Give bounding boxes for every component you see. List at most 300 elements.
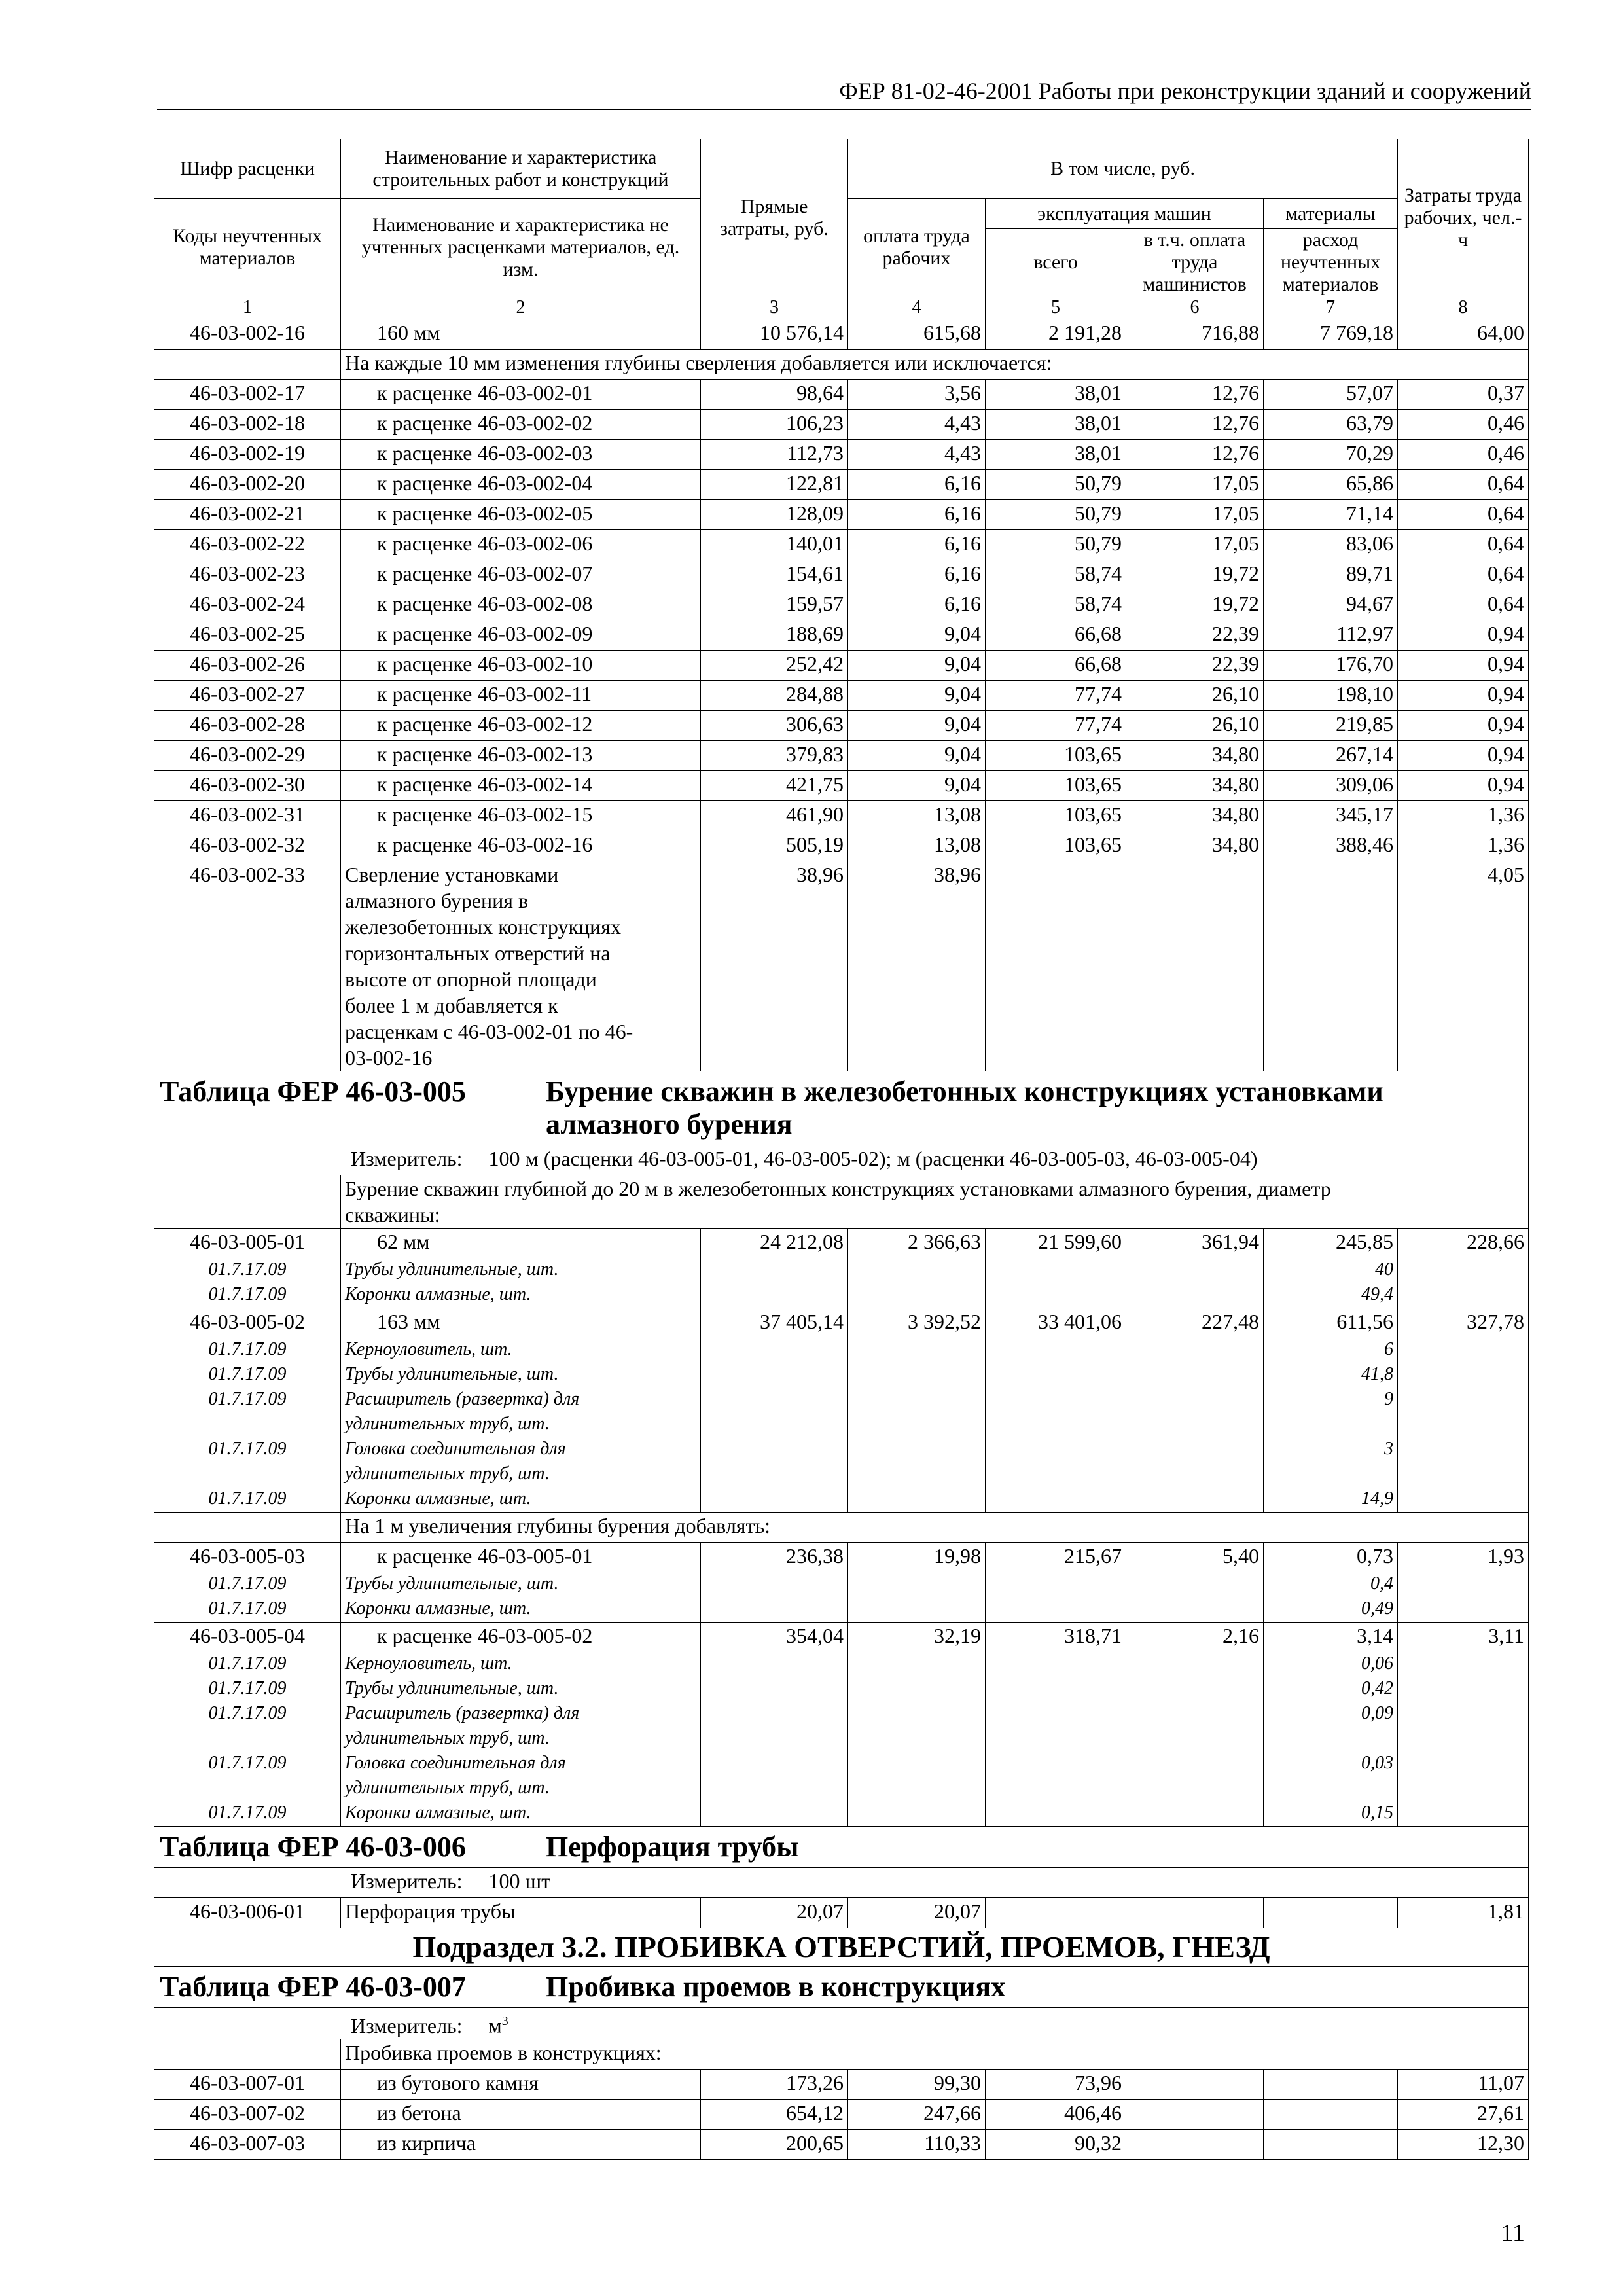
rate-name: к расценке 46-03-002-03 — [341, 440, 701, 470]
empty-cell — [848, 1487, 986, 1513]
measure-value: м — [488, 2013, 502, 2037]
empty-cell — [848, 1572, 986, 1597]
rate-mach-labor: 17,05 — [1126, 470, 1264, 500]
rate-labor: 32,19 — [848, 1623, 986, 1653]
material-qty: 0,03 — [1264, 1751, 1398, 1776]
empty-cell — [848, 1462, 986, 1487]
material-code: 01.7.17.09 — [154, 1338, 341, 1363]
rate-name-line: высоте от опорной площади — [345, 967, 597, 991]
empty-cell — [848, 1801, 986, 1827]
material-name: Головка соединительная для — [341, 1437, 701, 1462]
empty-cell — [701, 1652, 848, 1677]
rate-mach: 406,46 — [986, 2099, 1126, 2129]
material-code: 01.7.17.09 — [154, 1572, 341, 1597]
empty-cell — [848, 1283, 986, 1308]
rate-hours: 11,07 — [1398, 2069, 1529, 2099]
rate-hours: 27,61 — [1398, 2099, 1529, 2129]
table-row — [154, 1513, 1529, 1543]
empty-cell — [986, 1776, 1126, 1801]
rate-direct: 20,07 — [701, 1898, 848, 1928]
rate-name: к расценке 46-03-005-02 — [341, 1623, 701, 1653]
rate-mach: 21 599,60 — [986, 1229, 1126, 1259]
rate-direct: 154,61 — [701, 560, 848, 590]
header-labor-cost: Затраты труда рабочих, чел.-ч — [1398, 139, 1529, 296]
rate-mat: 7 769,18 — [1264, 319, 1398, 350]
material-code: 01.7.17.09 — [154, 1258, 341, 1283]
rate-labor: 9,04 — [848, 741, 986, 771]
empty-cell — [1126, 1898, 1264, 1928]
empty-cell — [986, 1258, 1126, 1283]
empty-cell — [701, 1677, 848, 1702]
rate-name: к расценке 46-03-002-13 — [341, 741, 701, 771]
rate-labor: 6,16 — [848, 590, 986, 620]
rate-mat: 65,86 — [1264, 470, 1398, 500]
table-row — [154, 296, 1529, 319]
rate-direct: 159,57 — [701, 590, 848, 620]
rate-name: к расценке 46-03-002-10 — [341, 651, 701, 681]
measure-unit — [154, 1868, 1529, 1898]
material-name: Трубы удлинительные, шт. — [341, 1677, 701, 1702]
material-qty: 0,15 — [1264, 1801, 1398, 1827]
table-row — [154, 2008, 1529, 2039]
empty-cell — [1126, 1702, 1264, 1727]
rate-code: 46-03-005-01 — [154, 1229, 341, 1259]
rate-name: к расценке 46-03-002-09 — [341, 620, 701, 651]
rate-hours: 1,36 — [1398, 801, 1529, 831]
empty-cell — [1398, 1462, 1529, 1487]
rate-mat: 219,85 — [1264, 711, 1398, 741]
rate-name: к расценке 46-03-002-15 — [341, 801, 701, 831]
rate-mach-labor: 2,16 — [1126, 1623, 1264, 1653]
empty-cell — [848, 1412, 986, 1437]
empty-cell — [848, 1702, 986, 1727]
table-title — [154, 1071, 1529, 1145]
empty-cell — [1398, 1801, 1529, 1827]
description-line: Бурение скважин глубиной до 20 м в железобетонных конструкциях установками алмазного бурения, диаметр — [345, 1177, 1331, 1200]
table-title — [154, 1827, 1529, 1868]
column-number: 7 — [1264, 296, 1398, 319]
empty-cell — [1126, 1677, 1264, 1702]
table-row — [154, 1388, 1529, 1412]
rate-labor: 4,43 — [848, 410, 986, 440]
table-row — [154, 410, 1529, 440]
table-row — [154, 1597, 1529, 1623]
rate-name: к расценке 46-03-005-01 — [341, 1543, 701, 1573]
empty-cell — [848, 1776, 986, 1801]
rate-labor: 9,04 — [848, 771, 986, 801]
rate-direct: 236,38 — [701, 1543, 848, 1573]
material-name: Трубы удлинительные, шт. — [341, 1363, 701, 1388]
rate-code: 46-03-002-25 — [154, 620, 341, 651]
rate-name-line: горизонтальных отверстий на — [345, 941, 611, 965]
rate-hours: 0,94 — [1398, 741, 1529, 771]
empty-cell — [701, 1487, 848, 1513]
description-line: скважины: — [345, 1203, 440, 1227]
header-mach-labor: в т.ч. оплата труда машинистов — [1126, 229, 1264, 296]
rate-labor: 3,56 — [848, 380, 986, 410]
rate-hours: 1,36 — [1398, 831, 1529, 861]
rate-code: 46-03-002-19 — [154, 440, 341, 470]
measure-label: Измеритель: — [351, 1869, 463, 1893]
rate-hours: 0,46 — [1398, 440, 1529, 470]
rate-name-line: более 1 м добавляется к — [345, 994, 558, 1017]
empty-cell — [701, 1258, 848, 1283]
rate-labor: 99,30 — [848, 2069, 986, 2099]
table-description — [341, 1175, 1529, 1229]
empty-cell — [986, 1727, 1126, 1751]
material-code: 01.7.17.09 — [154, 1751, 341, 1776]
rate-hours: 12,30 — [1398, 2129, 1529, 2159]
measure-unit — [154, 1145, 1529, 1175]
empty-cell — [1398, 1572, 1529, 1597]
empty-cell — [1264, 861, 1398, 1071]
rate-direct: 98,64 — [701, 380, 848, 410]
rate-hours: 228,66 — [1398, 1229, 1529, 1259]
empty-cell — [986, 1388, 1126, 1412]
empty-cell — [1264, 1898, 1398, 1928]
rate-direct: 128,09 — [701, 500, 848, 530]
rate-mach: 58,74 — [986, 560, 1126, 590]
table-row — [154, 1776, 1529, 1801]
empty-cell — [986, 1363, 1126, 1388]
column-number: 6 — [1126, 296, 1264, 319]
column-number: 5 — [986, 296, 1126, 319]
rate-mat: 71,14 — [1264, 500, 1398, 530]
table-row — [154, 1868, 1529, 1898]
rate-name: к расценке 46-03-002-16 — [341, 831, 701, 861]
rate-direct: 354,04 — [701, 1623, 848, 1653]
rate-name — [341, 861, 701, 1071]
rate-hours: 0,64 — [1398, 590, 1529, 620]
empty-cell — [1126, 2099, 1264, 2129]
empty-cell — [848, 1652, 986, 1677]
rate-direct: 461,90 — [701, 801, 848, 831]
rate-mach-labor: 34,80 — [1126, 831, 1264, 861]
empty-cell — [1126, 1283, 1264, 1308]
rate-mach-labor: 5,40 — [1126, 1543, 1264, 1573]
rate-hours: 4,05 — [1398, 861, 1529, 1071]
table-code: Таблица ФЕР 46-03-005 — [160, 1075, 466, 1107]
rate-mach: 38,01 — [986, 410, 1126, 440]
rate-mach: 318,71 — [986, 1623, 1126, 1653]
rate-name: из кирпича — [341, 2129, 701, 2159]
rate-mat: 94,67 — [1264, 590, 1398, 620]
table-description: Пробивка проемов в конструкциях: — [341, 2039, 1529, 2069]
empty-cell — [1398, 1437, 1529, 1462]
header-labor: оплата труда рабочих — [848, 199, 986, 296]
rate-hours: 64,00 — [1398, 319, 1529, 350]
table-row — [154, 741, 1529, 771]
rate-hours: 3,11 — [1398, 1623, 1529, 1653]
empty-cell — [1126, 1776, 1264, 1801]
measure-value: 100 шт — [488, 1869, 551, 1893]
material-qty: 0,4 — [1264, 1572, 1398, 1597]
table-row — [154, 2069, 1529, 2099]
material-qty: 49,4 — [1264, 1283, 1398, 1308]
table-name — [546, 1075, 1514, 1141]
rate-mach: 215,67 — [986, 1543, 1126, 1573]
empty-cell — [1126, 1801, 1264, 1827]
page-number: 11 — [1501, 2219, 1525, 2247]
table-name — [546, 1971, 1514, 2003]
empty-cell — [1398, 1338, 1529, 1363]
table-row — [154, 651, 1529, 681]
rate-mach: 103,65 — [986, 741, 1126, 771]
table-row — [154, 1363, 1529, 1388]
table-row — [154, 1175, 1529, 1229]
material-qty: 9 — [1264, 1388, 1398, 1412]
table-row — [154, 139, 1529, 199]
empty-cell — [986, 1597, 1126, 1623]
header-name: Наименование и характеристика строительных работ и конструкций — [341, 139, 701, 199]
table-row — [154, 711, 1529, 741]
rate-name-line: 03-002-16 — [345, 1046, 433, 1069]
empty-cell — [986, 1801, 1126, 1827]
rate-direct: 284,88 — [701, 681, 848, 711]
table-title — [154, 1967, 1529, 2008]
material-name: Коронки алмазные, шт. — [341, 1597, 701, 1623]
rate-mat: 198,10 — [1264, 681, 1398, 711]
material-qty — [1264, 1462, 1398, 1487]
rate-mach-labor: 34,80 — [1126, 741, 1264, 771]
measure-value: 100 м (расценки 46-03-005-01, 46-03-005-02); м (расценки 46-03-005-03, 46-03-005-04) — [488, 1147, 1258, 1170]
subsection-title: Подраздел 3.2. ПРОБИВКА ОТВЕРСТИЙ, ПРОЕМОВ, ГНЕЗД — [154, 1928, 1529, 1967]
material-name: Коронки алмазные, шт. — [341, 1801, 701, 1827]
rate-code: 46-03-002-33 — [154, 861, 341, 1071]
table-row — [154, 1338, 1529, 1363]
rate-mat: 70,29 — [1264, 440, 1398, 470]
empty-cell — [701, 1702, 848, 1727]
empty-cell — [1126, 1437, 1264, 1462]
rate-labor: 13,08 — [848, 801, 986, 831]
rate-mach-labor: 716,88 — [1126, 319, 1264, 350]
rate-mach: 50,79 — [986, 500, 1126, 530]
empty-cell — [701, 1727, 848, 1751]
header-direct: Прямые затраты, руб. — [701, 139, 848, 296]
rate-direct: 200,65 — [701, 2129, 848, 2159]
empty-cell — [1126, 1338, 1264, 1363]
empty-cell — [1126, 1412, 1264, 1437]
table-row — [154, 801, 1529, 831]
empty-cell — [1398, 1487, 1529, 1513]
empty-cell — [1398, 1258, 1529, 1283]
table-row — [154, 1543, 1529, 1573]
empty-cell — [986, 1898, 1126, 1928]
empty-cell — [848, 1751, 986, 1776]
rate-name-line: алмазного бурения в — [345, 889, 529, 912]
rate-code: 46-03-002-29 — [154, 741, 341, 771]
material-name: Коронки алмазные, шт. — [341, 1487, 701, 1513]
rate-labor: 9,04 — [848, 620, 986, 651]
table-row — [154, 1827, 1529, 1868]
material-code: 01.7.17.09 — [154, 1388, 341, 1412]
rate-name: к расценке 46-03-002-11 — [341, 681, 701, 711]
empty-cell — [154, 1175, 341, 1229]
column-number: 2 — [341, 296, 701, 319]
rate-code: 46-03-007-03 — [154, 2129, 341, 2159]
empty-cell — [1398, 1751, 1529, 1776]
header-mach-total: всего — [986, 229, 1126, 296]
rate-name: к расценке 46-03-002-14 — [341, 771, 701, 801]
table-row — [154, 530, 1529, 560]
rate-name: 163 мм — [341, 1308, 701, 1338]
empty-cell — [1126, 1572, 1264, 1597]
material-qty: 0,49 — [1264, 1597, 1398, 1623]
empty-cell — [848, 1727, 986, 1751]
column-number: 8 — [1398, 296, 1529, 319]
material-qty — [1264, 1412, 1398, 1437]
table-row — [154, 470, 1529, 500]
table-row — [154, 590, 1529, 620]
empty-cell — [1398, 1388, 1529, 1412]
column-number: 1 — [154, 296, 341, 319]
rate-name: к расценке 46-03-002-02 — [341, 410, 701, 440]
table-row — [154, 560, 1529, 590]
table-code: Таблица ФЕР 46-03-007 — [160, 1971, 466, 2003]
material-name: удлинительных труб, шт. — [341, 1776, 701, 1801]
material-name: Трубы удлинительные, шт. — [341, 1572, 701, 1597]
empty-cell — [1126, 1751, 1264, 1776]
rate-direct: 379,83 — [701, 741, 848, 771]
rate-mach-labor: 12,76 — [1126, 440, 1264, 470]
empty-cell — [1398, 1652, 1529, 1677]
empty-cell — [1126, 1727, 1264, 1751]
empty-cell — [1126, 2069, 1264, 2099]
table-row — [154, 500, 1529, 530]
rate-hours: 0,64 — [1398, 530, 1529, 560]
rate-mach: 66,68 — [986, 620, 1126, 651]
rate-mach-labor: 12,76 — [1126, 410, 1264, 440]
material-code — [154, 1727, 341, 1751]
rate-name-line: Сверление установками — [345, 863, 559, 886]
empty-cell — [1126, 1597, 1264, 1623]
empty-cell — [1126, 1652, 1264, 1677]
rate-name: к расценке 46-03-002-07 — [341, 560, 701, 590]
rate-mach-labor: 26,10 — [1126, 711, 1264, 741]
table-row — [154, 1572, 1529, 1597]
table-row — [154, 1623, 1529, 1653]
material-qty: 3 — [1264, 1437, 1398, 1462]
table-row — [154, 1487, 1529, 1513]
rate-mach: 73,96 — [986, 2069, 1126, 2099]
rate-code: 46-03-002-20 — [154, 470, 341, 500]
rate-code: 46-03-002-31 — [154, 801, 341, 831]
rate-hours: 327,78 — [1398, 1308, 1529, 1338]
rate-name: 62 мм — [341, 1229, 701, 1259]
empty-cell — [701, 1462, 848, 1487]
rate-code: 46-03-006-01 — [154, 1898, 341, 1928]
table-row — [154, 1258, 1529, 1283]
rate-hours: 0,46 — [1398, 410, 1529, 440]
empty-cell — [701, 1388, 848, 1412]
table-row — [154, 1928, 1529, 1967]
table-name — [546, 1831, 1514, 1863]
material-name: удлинительных труб, шт. — [341, 1412, 701, 1437]
rate-labor: 247,66 — [848, 2099, 986, 2129]
rate-code: 46-03-002-17 — [154, 380, 341, 410]
table-row — [154, 1283, 1529, 1308]
material-qty: 0,06 — [1264, 1652, 1398, 1677]
column-number: 4 — [848, 296, 986, 319]
rate-direct: 654,12 — [701, 2099, 848, 2129]
material-name: Керноуловитель, шт. — [341, 1338, 701, 1363]
empty-cell — [701, 1363, 848, 1388]
rate-direct: 24 212,08 — [701, 1229, 848, 1259]
rate-labor: 9,04 — [848, 711, 986, 741]
rate-mat: 176,70 — [1264, 651, 1398, 681]
rate-hours: 0,37 — [1398, 380, 1529, 410]
empty-cell — [701, 1597, 848, 1623]
section-note: На каждые 10 мм изменения глубины сверления добавляется или исключается: — [341, 350, 1529, 380]
rate-labor: 6,16 — [848, 530, 986, 560]
empty-cell — [986, 1677, 1126, 1702]
rate-direct: 188,69 — [701, 620, 848, 651]
table-row — [154, 1727, 1529, 1751]
empty-cell — [701, 1572, 848, 1597]
material-name: Расширитель (развертка) для — [341, 1702, 701, 1727]
material-name: Расширитель (развертка) для — [341, 1388, 701, 1412]
table-row — [154, 380, 1529, 410]
table-row — [154, 319, 1529, 350]
rate-mat: 611,56 — [1264, 1308, 1398, 1338]
rate-labor: 2 366,63 — [848, 1229, 986, 1259]
rate-hours: 0,94 — [1398, 620, 1529, 651]
rate-labor: 9,04 — [848, 681, 986, 711]
material-qty: 14,9 — [1264, 1487, 1398, 1513]
empty-cell — [1398, 1702, 1529, 1727]
table-row — [154, 681, 1529, 711]
header-mat-unacc: расход неучтенных материалов — [1264, 229, 1398, 296]
rate-mach: 38,01 — [986, 440, 1126, 470]
rate-mach: 103,65 — [986, 771, 1126, 801]
rate-code: 46-03-002-22 — [154, 530, 341, 560]
table-row — [154, 1462, 1529, 1487]
table-name-line: Бурение скважин в железобетонных конструкциях установками — [546, 1075, 1383, 1107]
table-row — [154, 1412, 1529, 1437]
rate-name: Перфорация трубы — [341, 1898, 701, 1928]
material-qty: 40 — [1264, 1258, 1398, 1283]
rate-name: из бутового камня — [341, 2069, 701, 2099]
material-qty — [1264, 1776, 1398, 1801]
rate-hours: 0,94 — [1398, 711, 1529, 741]
rate-mach: 103,65 — [986, 801, 1126, 831]
rate-code: 46-03-007-02 — [154, 2099, 341, 2129]
table-row — [154, 440, 1529, 470]
rate-direct: 306,63 — [701, 711, 848, 741]
empty-cell — [986, 1437, 1126, 1462]
material-name: Коронки алмазные, шт. — [341, 1283, 701, 1308]
empty-cell — [154, 350, 341, 380]
material-code: 01.7.17.09 — [154, 1437, 341, 1462]
table-row — [154, 1308, 1529, 1338]
rate-name: к расценке 46-03-002-08 — [341, 590, 701, 620]
rate-mach: 77,74 — [986, 681, 1126, 711]
table-row — [154, 1652, 1529, 1677]
table-code: Таблица ФЕР 46-03-006 — [160, 1831, 466, 1863]
empty-cell — [1398, 1597, 1529, 1623]
material-code — [154, 1462, 341, 1487]
rate-code: 46-03-002-27 — [154, 681, 341, 711]
rate-labor: 110,33 — [848, 2129, 986, 2159]
rate-hours: 1,93 — [1398, 1543, 1529, 1573]
empty-cell — [1264, 2129, 1398, 2159]
rate-code: 46-03-002-21 — [154, 500, 341, 530]
measure-label: Измеритель: — [351, 2013, 463, 2037]
rate-mach: 58,74 — [986, 590, 1126, 620]
rate-mat: 89,71 — [1264, 560, 1398, 590]
rate-mat: 57,07 — [1264, 380, 1398, 410]
running-header: ФЕР 81-02-46-2001 Работы при реконструкции зданий и сооружений — [839, 78, 1531, 104]
